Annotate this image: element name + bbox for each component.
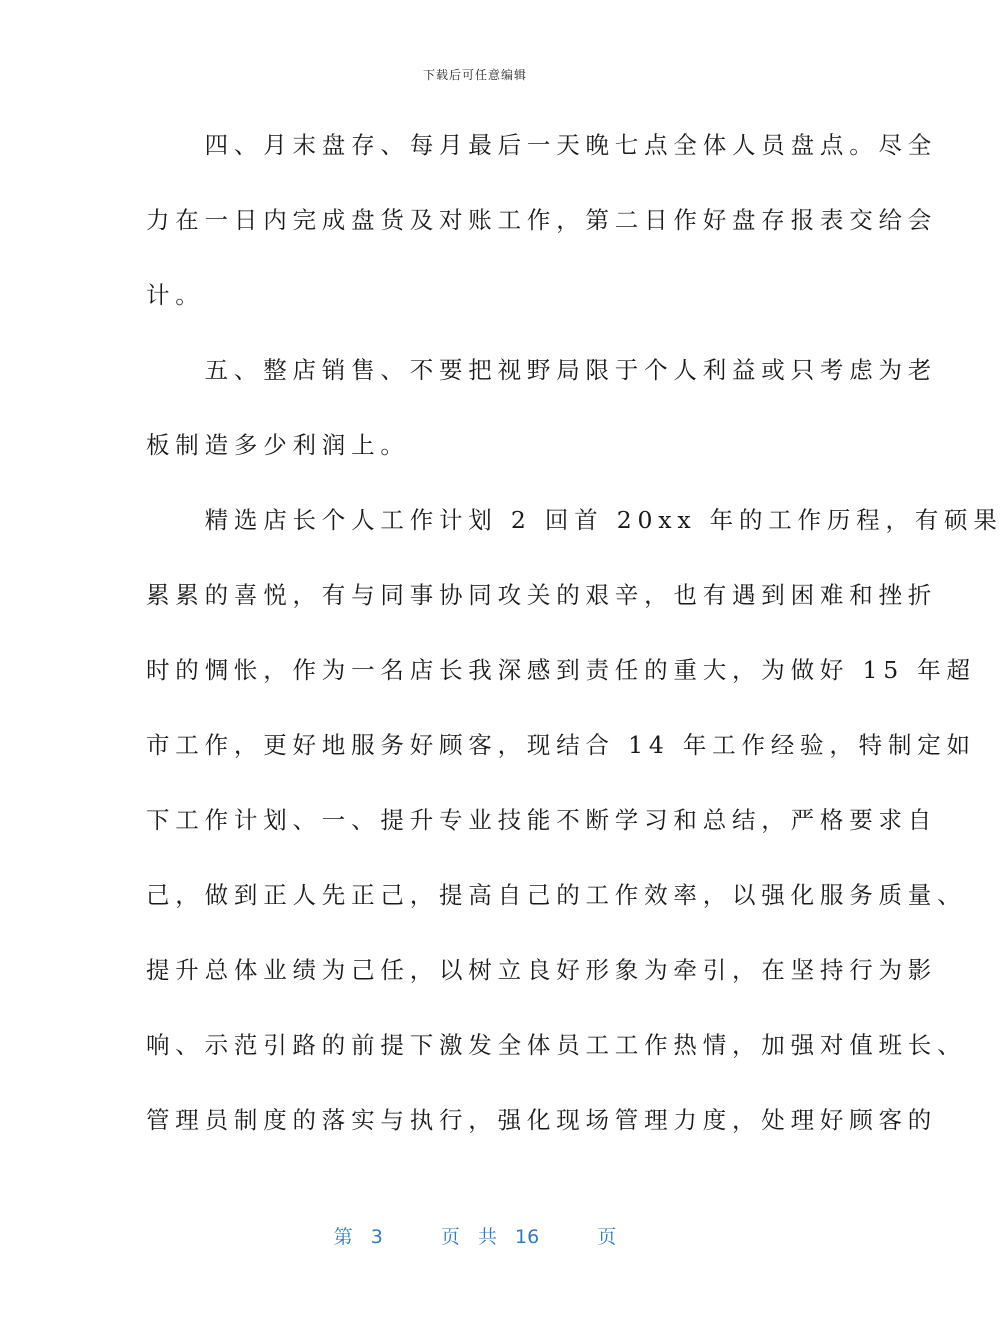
text-line: 提升总体业绩为己任，以树立良好形象为牵引，在坚持行为影 <box>146 956 938 984</box>
text-line: 响、示范引路的前提下激发全体员工工作热情，加强对值班长、 <box>146 1031 967 1059</box>
text-line: 板制造多少利润上。 <box>146 431 410 459</box>
text-line: 累累的喜悦，有与同事协同攻关的艰辛，也有遇到困难和挫折 <box>146 581 938 609</box>
footer-page-suffix: 页 <box>597 1226 617 1248</box>
footer-total-pages: 16 <box>515 1226 540 1248</box>
footer-page-mid: 页 共 <box>440 1226 497 1248</box>
footer-current-page: 3 <box>370 1226 383 1248</box>
text-line: 五、整店销售、不要把视野局限于个人利益或只考虑为老 <box>146 356 938 384</box>
text-line: 精选店长个人工作计划 2 回首 20xx 年的工作历程，有硕果 <box>146 506 1003 534</box>
header-note: 下载后可任意编辑 <box>422 68 527 82</box>
text-line: 力在一日内完成盘货及对账工作，第二日作好盘存报表交给会 <box>146 206 938 234</box>
text-line: 下工作计划、一、提升专业技能不断学习和总结，严格要求自 <box>146 806 938 834</box>
text-line: 计。 <box>146 281 205 309</box>
text-line: 时的惆怅，作为一名店长我深感到责任的重大，为做好 15 年超 <box>146 656 976 684</box>
page-footer <box>0 1222 950 1249</box>
text-line: 四、月末盘存、每月最后一天晚七点全体人员盘点。尽全 <box>146 131 938 159</box>
text-line: 己，做到正人先正己，提高自己的工作效率，以强化服务质量、 <box>146 881 967 909</box>
footer-page-prefix: 第 <box>333 1226 353 1248</box>
body-text <box>146 108 1003 1158</box>
text-line: 市工作，更好地服务好顾客，现结合 14 年工作经验，特制定如 <box>146 731 976 759</box>
text-line: 管理员制度的落实与执行，强化现场管理力度，处理好顾客的 <box>146 1106 938 1134</box>
